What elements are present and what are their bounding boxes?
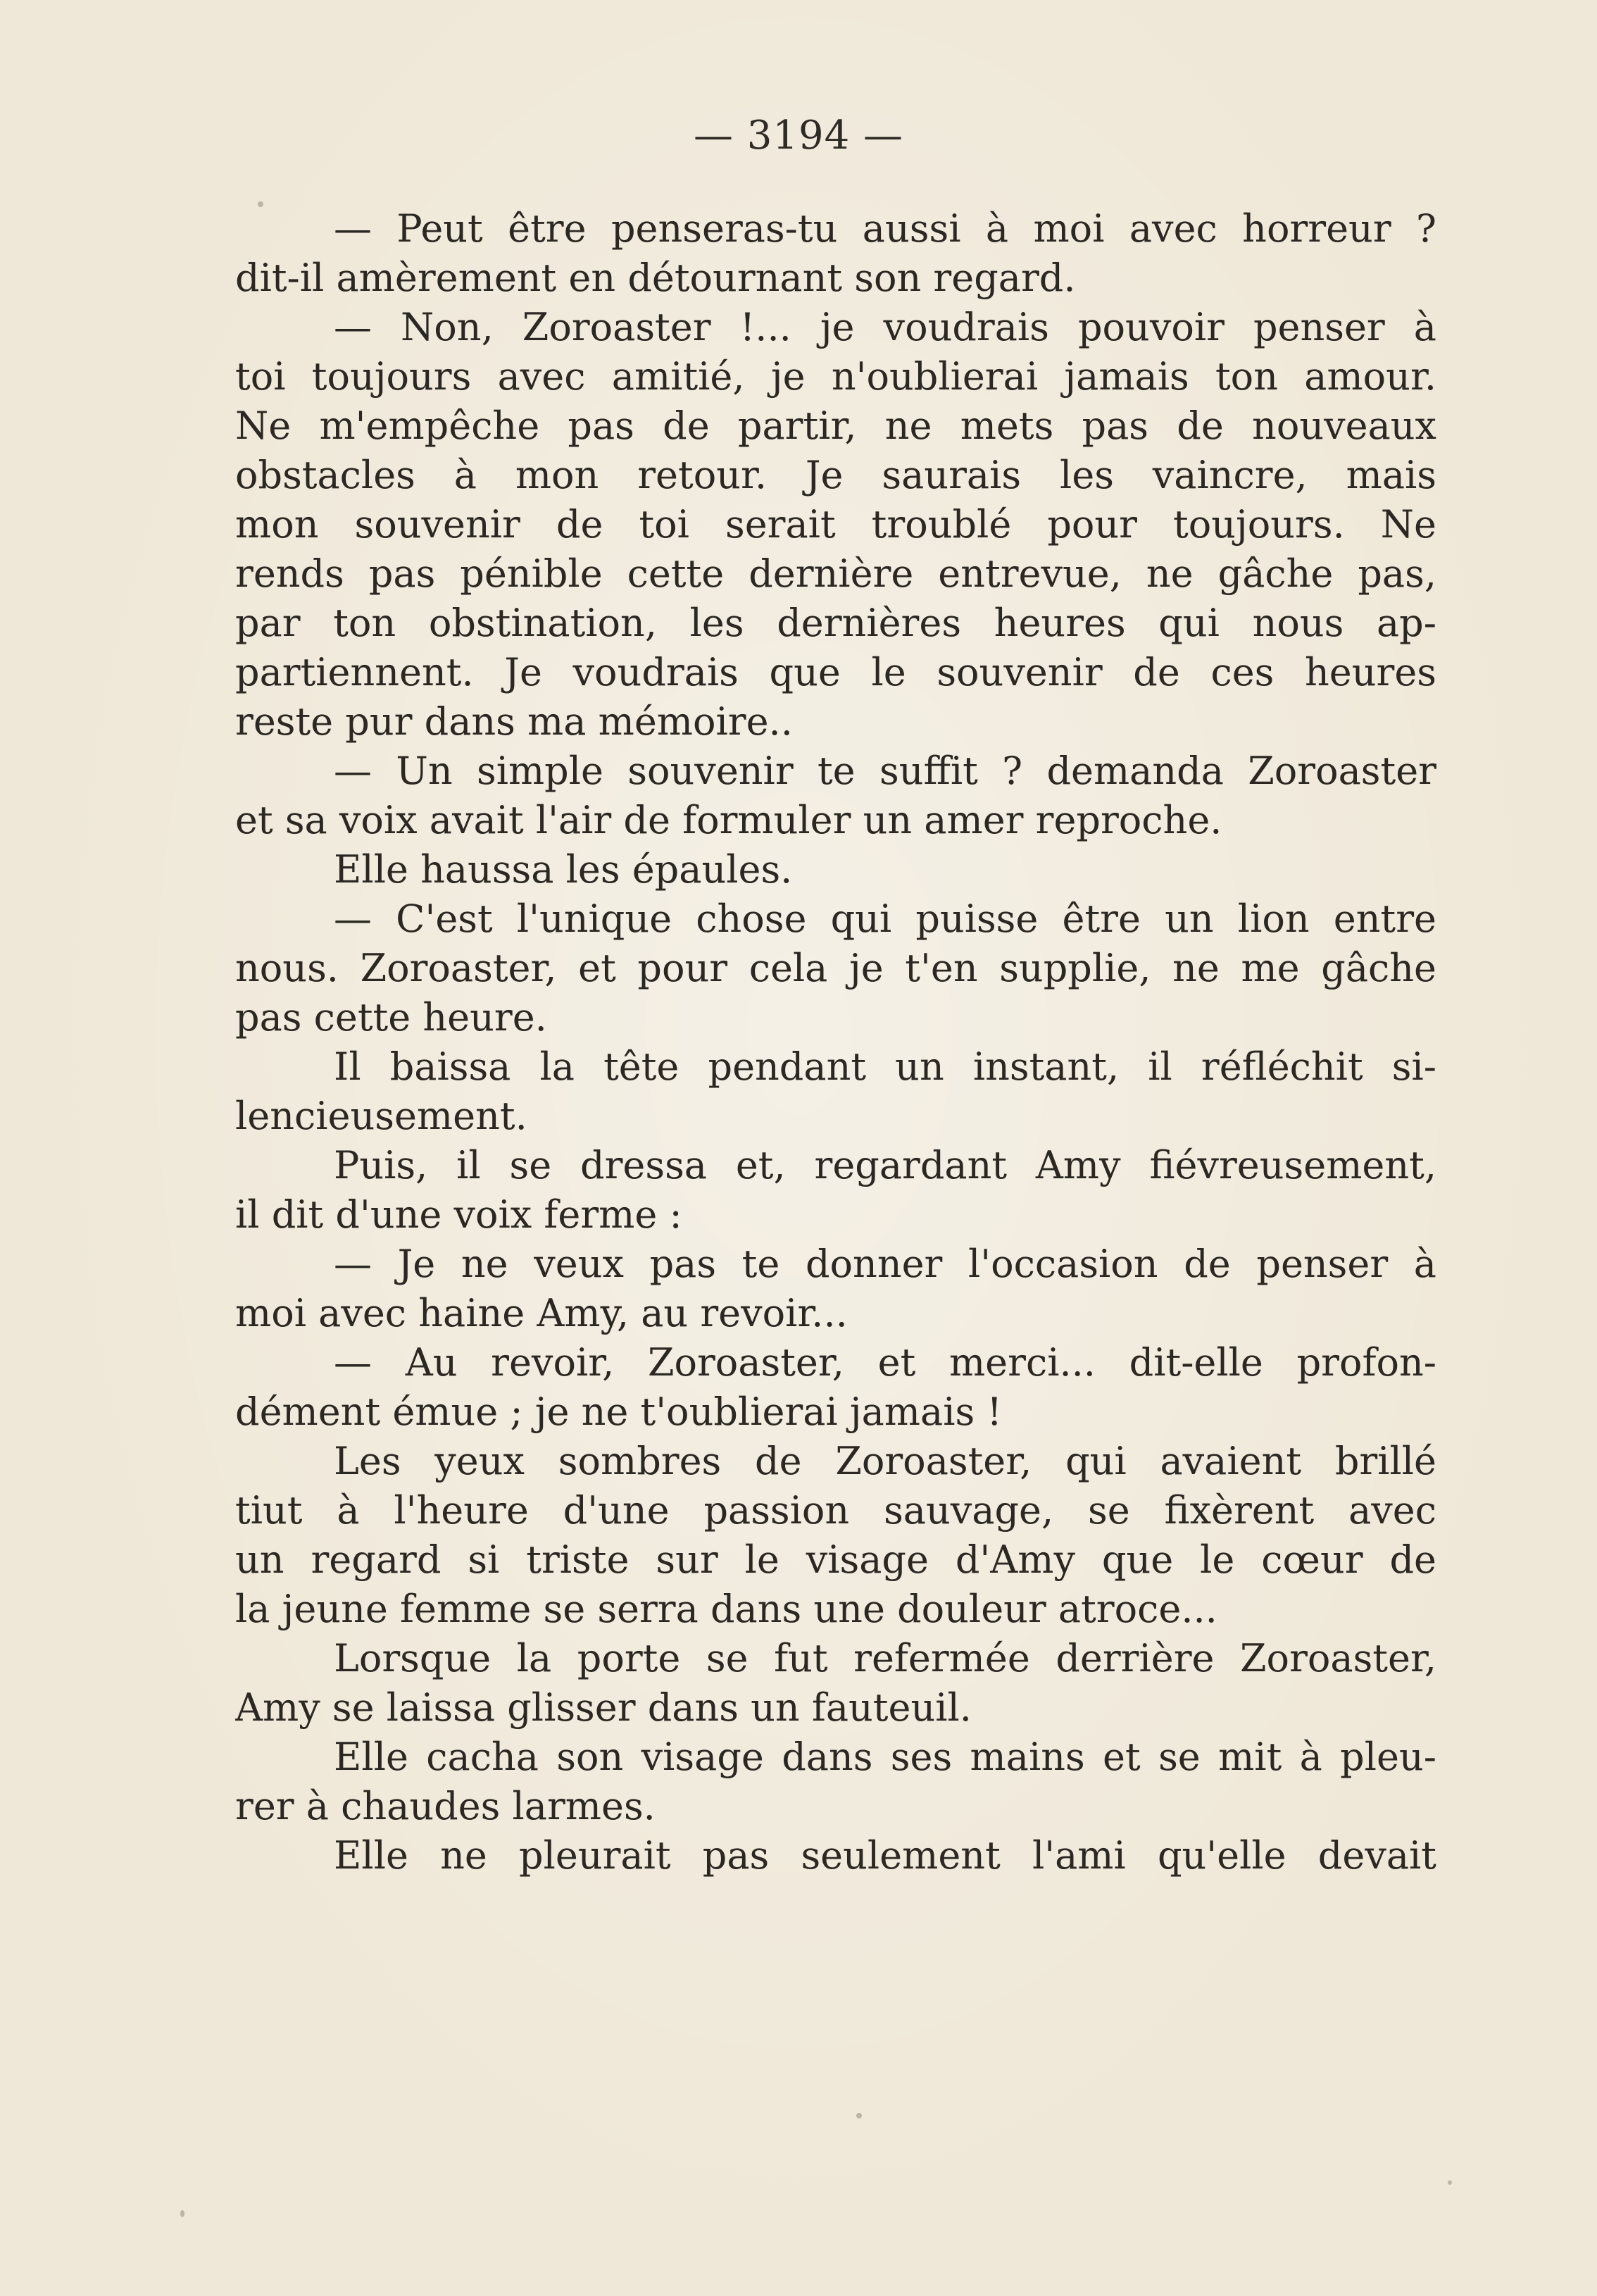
paper-speck bbox=[856, 2113, 862, 2119]
text-line: et sa voix avait l'air de formuler un amer reproche. bbox=[235, 798, 1222, 842]
text-line: partiennent. Je voudrais que le souvenir de ces heures bbox=[235, 650, 1436, 694]
text-line: mon souvenir de toi serait troublé pour toujours. Ne bbox=[235, 502, 1436, 547]
text-line: nous. Zoroaster, et pour cela je t'en supplie, ne me gâche bbox=[235, 946, 1436, 990]
text-line: rends pas pénible cette dernière entrevue, ne gâche pas, bbox=[235, 551, 1436, 596]
text-line: dément émue ; je ne t'oublierai jamais ! bbox=[235, 1390, 1003, 1434]
paper-speck bbox=[258, 201, 263, 207]
text-line: Ne m'empêche pas de partir, ne mets pas de nouveaux bbox=[235, 404, 1436, 448]
text-line: — Je ne veux pas te donner l'occasion de penser à bbox=[334, 1242, 1436, 1286]
text-line: dit-il amèrement en détournant son regard. bbox=[235, 256, 1076, 300]
text-line: un regard si triste sur le visage d'Amy que le cœur de bbox=[235, 1537, 1436, 1582]
paper-speck bbox=[180, 2210, 184, 2217]
text-line: rer à chaudes larmes. bbox=[235, 1784, 656, 1828]
text-line: Puis, il se dressa et, regardant Amy fiévreusement, bbox=[334, 1143, 1436, 1187]
text-line: — Un simple souvenir te suffit ? demanda Zoroaster bbox=[334, 749, 1436, 793]
text-line: Elle haussa les épaules. bbox=[334, 847, 793, 892]
text-line: pas cette heure. bbox=[235, 995, 547, 1040]
text-line: la jeune femme se serra dans une douleur atroce... bbox=[235, 1587, 1217, 1631]
text-line: Amy se laissa glisser dans un fauteuil. bbox=[235, 1685, 972, 1730]
text-line: lencieusement. bbox=[235, 1094, 527, 1138]
text-line: — Peut être penseras-tu aussi à moi avec horreur ? bbox=[334, 206, 1436, 251]
body-text bbox=[235, 204, 1436, 1880]
text-line: Lorsque la porte se fut refermée derrière Zoroaster, bbox=[334, 1636, 1436, 1680]
page-number: — 3194 — bbox=[693, 113, 904, 158]
text-line: Il baissa la tête pendant un instant, il réfléchit si- bbox=[334, 1044, 1436, 1089]
text-line: Les yeux sombres de Zoroaster, qui avaient brillé bbox=[334, 1439, 1436, 1483]
text-line: Elle cacha son visage dans ses mains et se mit à pleu- bbox=[334, 1735, 1436, 1779]
text-line: par ton obstination, les dernières heures qui nous ap- bbox=[235, 601, 1436, 645]
text-line: reste pur dans ma mémoire.. bbox=[235, 699, 793, 744]
paper-speck bbox=[1448, 2180, 1452, 2185]
text-line: moi avec haine Amy, au revoir... bbox=[235, 1291, 848, 1335]
text-line: — Au revoir, Zoroaster, et merci... dit-elle profon- bbox=[334, 1340, 1436, 1385]
text-line: il dit d'une voix ferme : bbox=[235, 1192, 682, 1237]
text-line: — Non, Zoroaster !... je voudrais pouvoir penser à bbox=[334, 305, 1436, 349]
text-line: — C'est l'unique chose qui puisse être un lion entre bbox=[334, 897, 1436, 941]
text-line: toi toujours avec amitié, je n'oublierai jamais ton amour. bbox=[235, 354, 1436, 399]
text-line: obstacles à mon retour. Je saurais les vaincre, mais bbox=[235, 453, 1436, 497]
text-line: Elle ne pleurait pas seulement l'ami qu'elle devait bbox=[334, 1833, 1436, 1878]
text-line: tiut à l'heure d'une passion sauvage, se fixèrent avec bbox=[235, 1488, 1436, 1533]
